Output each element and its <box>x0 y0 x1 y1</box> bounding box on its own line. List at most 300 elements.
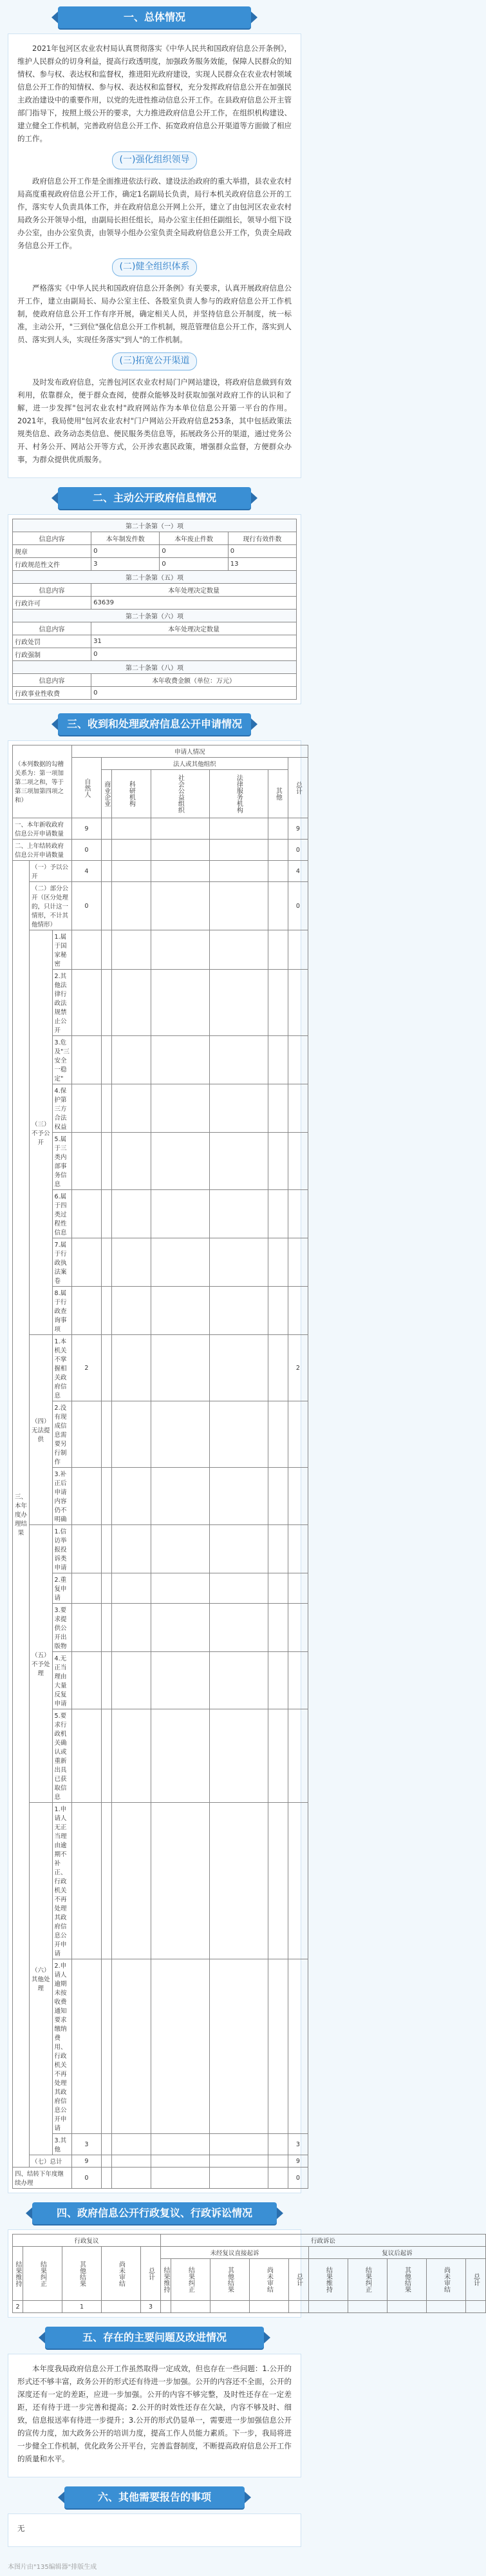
table-cell: 2 <box>288 1335 308 1401</box>
group-label: （五）不予处理 <box>30 1525 53 1803</box>
channels-paragraph: 及时发布政府信息，完善包河区农业农村局门户网站建设，将政府信息做到有效利用，依靠群众，便于群众查阅，使群众能够及时获取加强对政府工作的认识和了解，进一步发挥"包河农业农村"政府网站作为本单位信息公开第一平台的作用。2021年，我局使用"包河农业农村"门户网站公开政府信息253条，其中包括政策法规类信息、政务动态类信息、便民服务类信息等，拓展政务公开的渠道，通过党务公开、村务公开、网站公开等方式，公开涉农惠民政策，增强群众监督，方便群众办事，为群众提供优质服务。 <box>17 378 292 464</box>
table-row <box>13 1652 308 1709</box>
table-cell: 行政处罚 <box>13 635 91 648</box>
table-cell <box>151 1573 209 1604</box>
table-cell <box>151 1036 209 1084</box>
table-title: 第二十条第（一）项 <box>13 519 297 532</box>
lit-col: 结果纠正 <box>348 2259 388 2301</box>
table-cell: 0 <box>71 840 101 861</box>
table-row <box>13 1709 308 1803</box>
table-cell <box>466 2301 486 2313</box>
table-cell <box>101 1803 111 1959</box>
section-title-review: 四、政府信息公开行政复议、行政诉讼情况 <box>32 2202 277 2224</box>
table-row <box>13 1335 308 1401</box>
table-cell <box>209 930 268 970</box>
table-row <box>13 1959 308 2134</box>
table-cell: 9 <box>288 2155 308 2167</box>
table-cell <box>71 1525 101 1573</box>
table-row <box>13 2134 308 2155</box>
row-label: 一、本年新收政府信息公开申请数量 <box>13 818 72 840</box>
table-cell <box>209 1652 268 1709</box>
table-cell <box>111 1573 151 1604</box>
other-panel <box>8 2514 301 2547</box>
table-cell <box>268 970 288 1036</box>
table-cell <box>102 2301 141 2313</box>
table-cell <box>101 1036 111 1084</box>
table-cell <box>161 2301 171 2313</box>
table-cell <box>210 2301 250 2313</box>
table-row <box>13 2301 486 2313</box>
table-cell <box>71 1190 101 1238</box>
table-cell <box>268 1401 288 1468</box>
table-cell: 0 <box>71 882 101 930</box>
table-cell: 1 <box>62 2301 102 2313</box>
table-cell <box>101 1190 111 1238</box>
table-cell <box>288 1709 308 1803</box>
table-cell <box>111 1709 151 1803</box>
table-cell <box>348 2301 388 2313</box>
applications-table <box>12 745 308 2189</box>
table-cell <box>71 1133 101 1190</box>
table-cell: 行政许可 <box>13 597 91 610</box>
table-cell <box>268 1133 288 1190</box>
table-cell <box>151 930 209 970</box>
table-header: 现行有效件数 <box>228 532 296 545</box>
table-cell <box>151 1238 209 1287</box>
table-cell <box>71 1959 101 2134</box>
table-cell <box>151 1468 209 1525</box>
table-cell <box>209 1036 268 1084</box>
table-cell <box>209 1709 268 1803</box>
review-header: 行政复议 <box>13 2235 161 2247</box>
problems-panel <box>8 2354 301 2477</box>
table-row <box>13 2155 308 2167</box>
row-label: 1.申请人无正当理由逾期不补正、行政机关不再处理其政府信息公开申请 <box>52 1803 71 1959</box>
overview-panel <box>8 34 301 478</box>
table-row <box>13 1238 308 1287</box>
table-cell <box>309 2301 348 2313</box>
table-cell <box>288 1133 308 1190</box>
table-cell: 9 <box>71 2155 101 2167</box>
table-cell: 9 <box>71 818 101 840</box>
row-label: 1.属于国家秘密 <box>52 930 71 970</box>
group-label: （三）不予公开 <box>30 930 53 1335</box>
table-cell <box>71 1573 101 1604</box>
table-cell <box>101 882 111 930</box>
table-cell <box>101 2167 111 2189</box>
section-title-applications: 三、收到和处理政府信息公开申请情况 <box>58 713 251 735</box>
table-cell <box>288 1803 308 1959</box>
review-panel <box>8 2229 480 2318</box>
table-row <box>13 882 308 930</box>
review-col: 结果纠正 <box>23 2247 62 2301</box>
table-cell <box>209 818 268 840</box>
table-cell <box>111 1803 151 1959</box>
row-label: 3.其他 <box>52 2134 71 2155</box>
table-cell <box>288 1468 308 1525</box>
lit-col: 总计 <box>289 2259 309 2301</box>
overview-paragraph: 2021年包河区农业农村局认真贯彻落实《中华人民共和国政府信息公开条例》，维护人民群众的切身利益，提高行政透明度，加强政务服务效能，保障人民群众的知情权、参与权、表达权和监督权，推进阳光政府建设，实现人民群众在农业农村领域信息公开工作的知情权、参与权、表达权和监督权，充分发挥政府信息公开在加强民主政治建设中的重要作用，以党的先进性推动信息公开工作。在县政府信息公开主管部门指导下，按照上级公开的要求，大力推进政府信息公开工作，在组织机构建设、建立健全工作机制，完善政府信息公开工作、拓宽政府信息公开渠道等方面做了相应的工作。 <box>17 44 292 143</box>
table-cell <box>101 970 111 1036</box>
table-cell <box>268 1190 288 1238</box>
table-cell: 0 <box>160 545 228 558</box>
table-cell <box>268 930 288 970</box>
col-legal-person: 法人或其他组织 <box>101 758 288 770</box>
table-cell: 规章 <box>13 545 91 558</box>
table-cell <box>111 861 151 882</box>
table-cell <box>71 1287 101 1335</box>
table-cell <box>268 2155 288 2167</box>
table-cell <box>288 1287 308 1335</box>
row-label: 1.信访举报投诉类申请 <box>52 1525 71 1573</box>
table-row <box>13 818 308 840</box>
table-cell <box>268 1335 288 1401</box>
row-label: 2.重复申请 <box>52 1573 71 1604</box>
table-cell <box>71 1803 101 1959</box>
lit-col: 总计 <box>466 2259 486 2301</box>
lit-col: 尚未审结 <box>427 2259 466 2301</box>
table-cell <box>111 1084 151 1133</box>
table-cell <box>111 2155 151 2167</box>
applications-panel <box>8 740 301 2193</box>
table-cell <box>111 930 151 970</box>
row-label: 3.要求提供公开出版物 <box>52 1604 71 1652</box>
table-cell <box>288 1036 308 1084</box>
table-cell: 0 <box>228 545 296 558</box>
table-row <box>13 1468 308 1525</box>
table-cell <box>209 1133 268 1190</box>
table-cell <box>151 882 209 930</box>
table-cell <box>268 2167 288 2189</box>
row-label: 4.无正当理由大量反复申请 <box>52 1652 71 1709</box>
table-cell <box>288 1401 308 1468</box>
table-cell <box>71 1604 101 1652</box>
table-cell <box>268 861 288 882</box>
section-title-problems: 五、存在的主要问题及改进情况 <box>45 2327 264 2349</box>
table-row <box>13 1287 308 1335</box>
table-cell <box>101 818 111 840</box>
table-cell <box>268 1652 288 1709</box>
table-cell <box>101 1287 111 1335</box>
table-cell <box>209 1401 268 1468</box>
table-cell <box>101 1084 111 1133</box>
table-cell <box>151 2155 209 2167</box>
lit-col: 尚未审结 <box>250 2259 289 2301</box>
table-cell <box>111 2167 151 2189</box>
table-header: 信息内容 <box>13 622 91 635</box>
table-cell <box>268 882 288 930</box>
table-header: 本年处理决定数量 <box>91 622 297 635</box>
table-header: 信息内容 <box>13 584 91 597</box>
table-cell <box>71 1401 101 1468</box>
section-title-overview: 一、总体情况 <box>58 6 251 28</box>
table-cell <box>209 840 268 861</box>
table-header: 本年处理决定数量 <box>91 584 297 597</box>
table-cell <box>71 970 101 1036</box>
table-cell <box>111 1190 151 1238</box>
table-cell: 9 <box>288 818 308 840</box>
table-cell <box>268 840 288 861</box>
table-row <box>13 1036 308 1084</box>
table-cell <box>151 1652 209 1709</box>
table-cell <box>209 1287 268 1335</box>
table-row <box>13 1803 308 1959</box>
table-cell <box>101 2155 111 2167</box>
table-cell <box>111 840 151 861</box>
table-cell <box>288 1084 308 1133</box>
table-cell <box>151 1604 209 1652</box>
table-cell <box>111 1036 151 1084</box>
table-cell: 行政规范性文件 <box>13 558 91 571</box>
row-label: 4.保护第三方合法权益 <box>52 1084 71 1133</box>
table-cell <box>268 1604 288 1652</box>
row-label: 8.属于行政查询事项 <box>52 1287 71 1335</box>
table-cell <box>151 1401 209 1468</box>
table-corner-note: （本列数据的勾稽关系为：第一项加第二项之和，等于第三项加第四项之和） <box>13 745 72 818</box>
table-cell <box>111 2134 151 2155</box>
lit-col: 结果纠正 <box>171 2259 210 2301</box>
table-cell <box>209 882 268 930</box>
table-header: 本年制发件数 <box>91 532 160 545</box>
col-legal-sub: 其他 <box>268 770 288 818</box>
row-label: 二、上年结转政府信息公开申请数量 <box>13 840 72 861</box>
table-title: 第二十条第（八）项 <box>13 661 297 674</box>
table-cell <box>288 1190 308 1238</box>
leadership-paragraph: 政府信息公开工作是全面推进依法行政、建设法治政府的重大举措，县农业农村局高度重视政府信息公开工作，确定1名副局长负责，局行本机关政府信息公开的工作，落实专人负责具体工作，并在政府信息公开网上公开，建立了由包河区农业农村局政务公开领导小组，由副局长担任组长，局办公室主任担任副组长，领导小组下设办公室，由办公室负责，由领导小组办公室负责全局政府信息公开工作，负责全局政务信息公开工作。 <box>17 177 292 250</box>
table-cell: 3 <box>288 2134 308 2155</box>
table-cell <box>288 1652 308 1709</box>
table-cell: 0 <box>160 558 228 571</box>
table-cell: 0 <box>91 545 160 558</box>
table-cell <box>288 930 308 970</box>
table-cell <box>111 1468 151 1525</box>
table-cell <box>268 1573 288 1604</box>
review-col: 结果维持 <box>13 2247 23 2301</box>
row-label: 1.本机关不掌握相关政府信息 <box>52 1335 71 1401</box>
table-cell <box>209 1525 268 1573</box>
table-row <box>13 840 308 861</box>
lit-col: 结果维持 <box>309 2259 348 2301</box>
table-cell: 13 <box>228 558 296 571</box>
row-label: 5.属于三类内部事务信息 <box>52 1133 71 1190</box>
table-cell <box>268 1287 288 1335</box>
table-cell <box>101 1525 111 1573</box>
after-review-header: 复议后起诉 <box>309 2247 486 2259</box>
lit-col: 其他结果 <box>388 2259 427 2301</box>
table-cell <box>268 1238 288 1287</box>
col-legal-sub: 社会公益组织 <box>151 770 209 818</box>
table-row <box>13 1084 308 1133</box>
table-cell <box>209 1084 268 1133</box>
section-title-other: 六、其他需要报告的事项 <box>64 2486 245 2508</box>
col-total: 总计 <box>288 758 308 818</box>
table-cell: 0 <box>91 648 297 661</box>
row-label: 6.属于四类过程性信息 <box>52 1190 71 1238</box>
litigation-header: 行政诉讼 <box>161 2235 486 2247</box>
table-cell: 3 <box>141 2301 161 2313</box>
table-cell <box>111 1525 151 1573</box>
table-cell <box>268 1084 288 1133</box>
table-cell <box>209 1190 268 1238</box>
table-cell <box>101 1238 111 1287</box>
col-legal-sub: 科研机构 <box>111 770 151 818</box>
subheader-channels: (三)拓宽公开渠道 <box>112 352 197 370</box>
table-cell: 2 <box>71 1335 101 1401</box>
table-cell <box>71 1709 101 1803</box>
row-label: 3.危及"三安全一稳定" <box>52 1036 71 1084</box>
col-natural-person: 自然人 <box>71 758 101 818</box>
table-cell <box>151 1190 209 1238</box>
table-cell <box>111 1604 151 1652</box>
table-cell <box>151 1287 209 1335</box>
table-cell: 0 <box>288 2167 308 2189</box>
row-label: （七）总计 <box>30 2155 72 2167</box>
table-cell: 0 <box>288 840 308 861</box>
table-cell <box>288 1604 308 1652</box>
editor-footer: 本图片由"135编辑器"排版生成 <box>8 2564 97 2571</box>
table-cell: 63639 <box>91 597 297 610</box>
table-cell <box>111 1133 151 1190</box>
table-cell: 3 <box>91 558 160 571</box>
table-cell <box>111 1335 151 1401</box>
table-cell <box>151 1133 209 1190</box>
table-cell <box>209 970 268 1036</box>
row-label: 2.申请人逾期未按收费通知要求缴纳费用、行政机关不再处理其政府信息公开申请 <box>52 1959 71 2134</box>
table-cell <box>151 2134 209 2155</box>
table-cell <box>111 882 151 930</box>
table-cell <box>268 1525 288 1573</box>
table-cell <box>101 1133 111 1190</box>
table-cell: 4 <box>288 861 308 882</box>
table-cell <box>288 970 308 1036</box>
review-col: 尚未审结 <box>102 2247 141 2301</box>
proactive-panel <box>8 514 301 704</box>
table-cell <box>111 1238 151 1287</box>
table-cell <box>151 1525 209 1573</box>
table-cell: 0 <box>288 882 308 930</box>
table-cell <box>209 1959 268 2134</box>
table-row <box>13 1604 308 1652</box>
group-label: （六）其他处理 <box>30 1803 53 2155</box>
applicant-header: 申请人情况 <box>71 745 308 758</box>
table-cell <box>250 2301 289 2313</box>
table-cell <box>209 2155 268 2167</box>
table-cell <box>209 1573 268 1604</box>
table-cell <box>101 840 111 861</box>
table-cell: 2 <box>13 2301 23 2313</box>
section-title-proactive: 二、主动公开政府信息情况 <box>58 487 251 509</box>
table-cell <box>101 861 111 882</box>
table-cell <box>151 1084 209 1133</box>
table-cell <box>209 1468 268 1525</box>
other-paragraph: 无 <box>17 2524 25 2533</box>
table-cell <box>209 1335 268 1401</box>
table-cell <box>111 818 151 840</box>
table-cell <box>288 1525 308 1573</box>
col-legal-sub: 法律服务机构 <box>209 770 268 818</box>
table-cell <box>101 930 111 970</box>
table-cell <box>171 2301 210 2313</box>
table-cell <box>268 2134 288 2155</box>
proactive-table <box>12 519 297 700</box>
subheader-organization: (二)健全组织体系 <box>112 258 197 276</box>
col-legal-sub: 商业企业 <box>101 770 111 818</box>
table-cell <box>101 1401 111 1468</box>
group-label: （四）无法提供 <box>30 1335 53 1525</box>
table-cell <box>151 1709 209 1803</box>
table-row <box>13 2167 308 2189</box>
table-cell <box>268 1803 288 1959</box>
table-cell <box>111 970 151 1036</box>
table-row <box>13 1525 308 1573</box>
table-cell <box>288 1959 308 2134</box>
table-cell <box>151 970 209 1036</box>
table-cell <box>111 1287 151 1335</box>
review-col: 总计 <box>141 2247 161 2301</box>
row-label: 3.补正后申请内容仍不明确 <box>52 1468 71 1525</box>
table-row <box>13 1401 308 1468</box>
table-cell <box>71 930 101 970</box>
table-title: 第二十条第（五）项 <box>13 571 297 584</box>
table-cell <box>23 2301 62 2313</box>
row-label: 四、结转下年度继续办理 <box>13 2167 72 2189</box>
table-cell <box>101 1573 111 1604</box>
table-header: 信息内容 <box>13 674 91 687</box>
subheader-leadership: (一)强化组织领导 <box>112 151 197 169</box>
review-col: 其他结果 <box>62 2247 102 2301</box>
table-cell: 行政强制 <box>13 648 91 661</box>
table-header: 信息内容 <box>13 532 91 545</box>
table-row <box>13 1133 308 1190</box>
row-label: 2.其他法律行政法规禁止公开 <box>52 970 71 1036</box>
table-cell <box>101 1335 111 1401</box>
table-cell <box>71 1468 101 1525</box>
table-cell <box>71 1238 101 1287</box>
table-cell <box>151 840 209 861</box>
table-cell <box>151 1803 209 1959</box>
table-cell <box>151 1335 209 1401</box>
table-cell <box>71 1652 101 1709</box>
organization-paragraph: 严格落实《中华人民共和国政府信息公开条例》有关要求，认真开展政府信息公开工作，建立由副局长、局办公室主任、各股室负责人参与的政府信息公开工作机制，使政府信息公开工作有序开展，确定相关人员，并坚持信息公开制度，统一标准，主动公开，"三到位"强化信息公开工作机制，规范管理信息公开工作，落实到人员、落实到人头，实现任务落实"到人"的工作机制。 <box>17 284 292 344</box>
table-cell <box>268 1709 288 1803</box>
table-cell: 4 <box>71 861 101 882</box>
table-row <box>13 1573 308 1604</box>
table-cell <box>268 1468 288 1525</box>
table-cell <box>101 1709 111 1803</box>
table-cell <box>268 1959 288 2134</box>
table-cell <box>101 1468 111 1525</box>
review-table <box>12 2234 486 2313</box>
table-cell <box>71 1084 101 1133</box>
table-cell <box>101 2134 111 2155</box>
table-row <box>13 970 308 1036</box>
table-cell <box>71 1036 101 1084</box>
table-header: 本年废止件数 <box>160 532 228 545</box>
table-cell <box>101 1604 111 1652</box>
table-cell <box>101 1652 111 1709</box>
table-cell <box>209 1803 268 1959</box>
table-cell: 0 <box>91 687 297 700</box>
row-label: 5.要求行政机关确认或重新出具已获取信息 <box>52 1709 71 1803</box>
row-label: （二）部分公开（区分处理的，只计这一情形，不计其他情形） <box>30 882 72 930</box>
table-cell <box>288 1573 308 1604</box>
table-cell <box>388 2301 427 2313</box>
table-cell: 0 <box>71 2167 101 2189</box>
lit-col: 其他结果 <box>210 2259 250 2301</box>
table-cell <box>268 1036 288 1084</box>
table-cell <box>209 1238 268 1287</box>
table-row <box>13 930 308 970</box>
